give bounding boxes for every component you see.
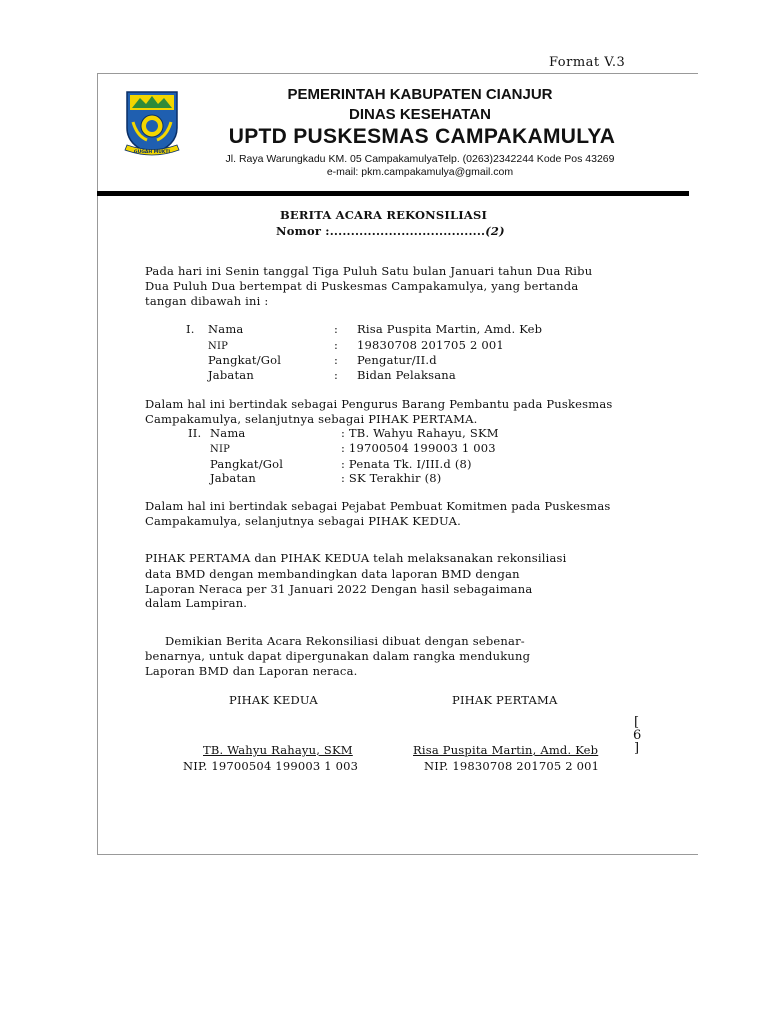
header-divider bbox=[97, 191, 689, 196]
regency-emblem-logo bbox=[123, 88, 181, 160]
party1-rank-label: Pangkat/Gol bbox=[208, 353, 282, 367]
party1-name-sep: : bbox=[334, 322, 339, 336]
party2-position-value: : SK Terakhir (8) bbox=[341, 471, 442, 485]
signature-left-nip: NIP. 19700504 199003 1 003 bbox=[183, 759, 359, 773]
side-ref-number: 6 bbox=[633, 728, 642, 743]
header-office-title: UPTD PUSKESMAS CAMPAKAMULYA bbox=[228, 125, 616, 148]
party1-role-line-2: Campakamulya, selanjutnya sebagai PIHAK PERTAMA. bbox=[145, 412, 478, 426]
party2-rank-label: Pangkat/Gol bbox=[210, 457, 284, 471]
signature-left-name: TB. Wahyu Rahayu, SKM bbox=[203, 743, 353, 757]
party2-rank-value: : Penata Tk. I/III.d (8) bbox=[341, 457, 472, 471]
party1-role-line-1: Dalam hal ini bertindak sebagai Pengurus Barang Pembantu pada Puskesmas bbox=[145, 397, 613, 411]
svg-text:GUGAH MUKTI: GUGAH MUKTI bbox=[133, 150, 171, 155]
signature-left-title: PIHAK KEDUA bbox=[229, 693, 318, 707]
closing-line-2: benarnya, untuk dapat dipergunakan dalam rangka mendukung bbox=[145, 649, 531, 663]
document-number-label: Nomor :..................................... bbox=[276, 224, 486, 238]
party1-nip-label: NIP bbox=[208, 341, 229, 352]
party2-role-line-2: Campakamulya, selanjutnya sebagai PIHAK KEDUA. bbox=[145, 514, 461, 528]
document-number-ref: (2) bbox=[485, 224, 505, 238]
party1-nip-value: 19830708 201705 2 001 bbox=[357, 338, 504, 352]
side-ref-open: [ bbox=[634, 715, 640, 730]
opening-line-3: tangan dibawah ini : bbox=[145, 294, 269, 308]
body-line-1: PIHAK PERTAMA dan PIHAK KEDUA telah melaksanakan rekonsiliasi bbox=[145, 551, 567, 565]
document-title: BERITA ACARA REKONSILIASI bbox=[280, 208, 488, 222]
side-ref-close: ] bbox=[634, 741, 640, 756]
document-number bbox=[276, 224, 505, 239]
party1-rank-sep: : bbox=[334, 353, 339, 367]
body-line-2: data BMD dengan membandingkan data laporan BMD dengan bbox=[145, 567, 520, 581]
party2-name-value: : TB. Wahyu Rahayu, SKM bbox=[341, 426, 499, 440]
signature-right-nip: NIP. 19830708 201705 2 001 bbox=[424, 759, 600, 773]
party1-position-label: Jabatan bbox=[208, 368, 254, 382]
party2-role-line-1: Dalam hal ini bertindak sebagai Pejabat Pembuat Komitmen pada Puskesmas bbox=[145, 499, 611, 513]
party2-position-label: Jabatan bbox=[210, 471, 256, 485]
party1-rank-value: Pengatur/II.d bbox=[357, 353, 437, 367]
format-label: Format V.3 bbox=[549, 55, 626, 70]
party2-name-label: Nama bbox=[210, 426, 246, 440]
header-government-line: PEMERINTAH KABUPATEN CIANJUR bbox=[287, 86, 553, 103]
party2-nip-label: NIP bbox=[210, 444, 231, 455]
opening-line-2: Dua Puluh Dua bertempat di Puskesmas Campakamulya, yang bertanda bbox=[145, 279, 579, 293]
party1-position-sep: : bbox=[334, 368, 339, 382]
body-line-4: dalam Lampiran. bbox=[145, 596, 248, 610]
signature-right-title: PIHAK PERTAMA bbox=[452, 693, 558, 707]
closing-line-1: Demikian Berita Acara Rekonsiliasi dibuat dengan sebenar- bbox=[165, 634, 525, 648]
party1-numeral: I. bbox=[186, 322, 195, 336]
opening-line-1: Pada hari ini Senin tanggal Tiga Puluh Satu bulan Januari tahun Dua Ribu bbox=[145, 264, 593, 278]
party1-nip-sep: : bbox=[334, 338, 339, 352]
header-address: Jl. Raya Warungkadu KM. 05 CampakamulyaTelp. (0263)2342244 Kode Pos 43269 bbox=[225, 153, 615, 165]
signature-right-name: Risa Puspita Martin, Amd. Keb bbox=[413, 743, 599, 757]
party2-nip-value: : 19700504 199003 1 003 bbox=[341, 441, 496, 455]
party1-name-label: Nama bbox=[208, 322, 244, 336]
header-email: e-mail: pkm.campakamulya@gmail.com bbox=[326, 166, 514, 178]
header-department-line: DINAS KESEHATAN bbox=[349, 106, 491, 123]
party1-position-value: Bidan Pelaksana bbox=[357, 368, 456, 382]
closing-line-3: Laporan BMD dan Laporan neraca. bbox=[145, 664, 358, 678]
party2-numeral: II. bbox=[188, 426, 202, 440]
party1-name-value: Risa Puspita Martin, Amd. Keb bbox=[357, 322, 543, 336]
body-line-3: Laporan Neraca per 31 Januari 2022 Dengan hasil sebagaimana bbox=[145, 582, 533, 596]
